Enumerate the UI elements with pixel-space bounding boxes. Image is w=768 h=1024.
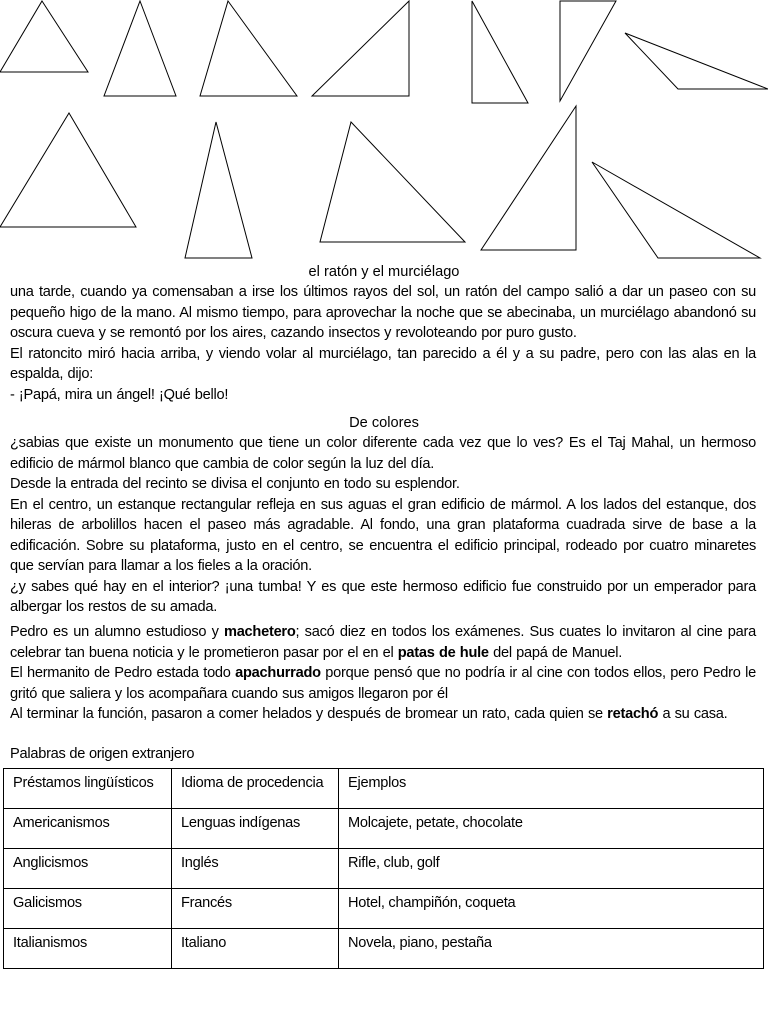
triangle-10 <box>320 122 465 242</box>
story3-paragraph <box>10 663 756 704</box>
triangle-9 <box>185 122 252 258</box>
table-cell: Americanismos <box>4 809 172 849</box>
story2-paragraph: En el centro, un estanque rectangular refleja en sus aguas el gran edificio de mármol. A los lados del estanque, dos hileras de arbolillos hacen el paseo más agradable. Al fondo, una gran plataforma cuadrada sirve de base a la edificación. Sobre su plataforma, justo en el centro, se encuentra el edificio principal, rodeado por cuatro minaretes que servían para llamar a los fieles a la oración. <box>10 496 756 574</box>
triangle-3 <box>200 1 297 96</box>
table-cell: Francés <box>172 889 339 929</box>
triangle-5 <box>472 1 528 103</box>
story3-paragraph <box>10 622 756 663</box>
text-run: del papá de Manuel. <box>488 644 623 661</box>
story1-paragraph: El ratoncito miró hacia arriba, y viendo volar al murciélago, tan parecido a él y a su padre, pero con las alas en la espalda, dijo: <box>10 345 756 382</box>
triangle-2 <box>104 1 176 96</box>
story2-paragraph: ¿sabias que existe un monumento que tiene un color diferente cada vez que lo ves? Es el Taj Mahal, un hermoso edificio de mármol blanco que cambia de color según la luz del día. <box>10 435 756 472</box>
table-caption: Palabras de origen extranjero <box>10 746 195 762</box>
story2-paragraph: Desde la entrada del recinto se divisa el conjunto en todo su esplendor. <box>10 476 460 492</box>
table-row <box>4 889 764 929</box>
text-run: Al terminar la función, pasaron a comer helados y después de bromear un rato, cada quien se <box>10 706 608 722</box>
table-cell: Molcajete, petate, chocolate <box>339 809 764 849</box>
table-cell: Lenguas indígenas <box>172 809 339 849</box>
text-run: a su casa. <box>658 706 728 722</box>
table-cell: Italianismos <box>4 929 172 969</box>
table-header-row <box>4 769 764 809</box>
table-cell: Inglés <box>172 849 339 889</box>
triangle-11 <box>481 106 576 250</box>
text-run: Pedro es un alumno estudioso y <box>10 624 224 640</box>
triangle-8 <box>0 113 136 227</box>
table-cell: Novela, piano, pestaña <box>339 929 764 969</box>
story1-paragraph: - ¡Papá, mira un ángel! ¡Qué bello! <box>10 386 229 403</box>
table-row <box>4 809 764 849</box>
triangle-4 <box>312 1 409 96</box>
triangles-illustration <box>0 0 768 262</box>
story1-paragraph: una tarde, cuando ya comensaban a irse los últimos rayos del sol, un ratón del campo salió a dar un paseo con su pequeño higo de la mano. Al mismo tiempo, para aprovechar la noche que se abecinaba, un murciélago abandonó su oscura cueva y se remontó por los aires, cazando insectos y revoloteando por puro gusto. <box>10 284 756 341</box>
triangle-6 <box>560 1 616 101</box>
bold-word: machetero <box>223 624 296 640</box>
story1-body <box>10 282 756 405</box>
header-cell: Ejemplos <box>339 769 764 809</box>
header-cell: Préstamos lingüísticos <box>4 769 172 809</box>
story2-body <box>10 433 756 618</box>
story2-title: De colores <box>349 415 419 431</box>
story1-title: el ratón y el murciélago <box>308 264 460 280</box>
story3-paragraph <box>10 704 756 725</box>
story2-paragraph: ¿y sabes qué hay en el interior? ¡una tumba! Y es que este hermoso edificio fue construido por un emperador para albergar los restos de su amada. <box>10 578 756 615</box>
text-run: ; sacó diez en todos los exámenes. Sus cuates lo invitaron al cine para celebrar tan buena noticia y le prometieron pasar por el en el <box>10 624 756 661</box>
text-run: El hermanito de Pedro estada todo <box>10 665 236 681</box>
table-cell: Hotel, champiñón, coqueta <box>339 889 764 929</box>
bold-word: apachurrado <box>235 665 321 681</box>
table-row <box>4 929 764 969</box>
bold-word: patas de hule <box>397 644 489 661</box>
foreign-words-table <box>3 768 764 969</box>
header-cell: Idioma de procedencia <box>172 769 339 809</box>
table-row <box>4 849 764 889</box>
triangle-7 <box>625 33 768 89</box>
text-run: porque pensó que no podría ir al cine con todos ellos, pero Pedro le gritó que saliera y los acompañara cuando sus amigos llegaron por él <box>10 665 756 702</box>
table-cell: Rifle, club, golf <box>339 849 764 889</box>
bold-word: retachó <box>607 706 659 722</box>
table-cell: Galicismos <box>4 889 172 929</box>
table-cell: Italiano <box>172 929 339 969</box>
triangle-1 <box>0 1 88 72</box>
triangle-12 <box>592 162 760 258</box>
story3-body <box>10 622 756 725</box>
table-cell: Anglicismos <box>4 849 172 889</box>
